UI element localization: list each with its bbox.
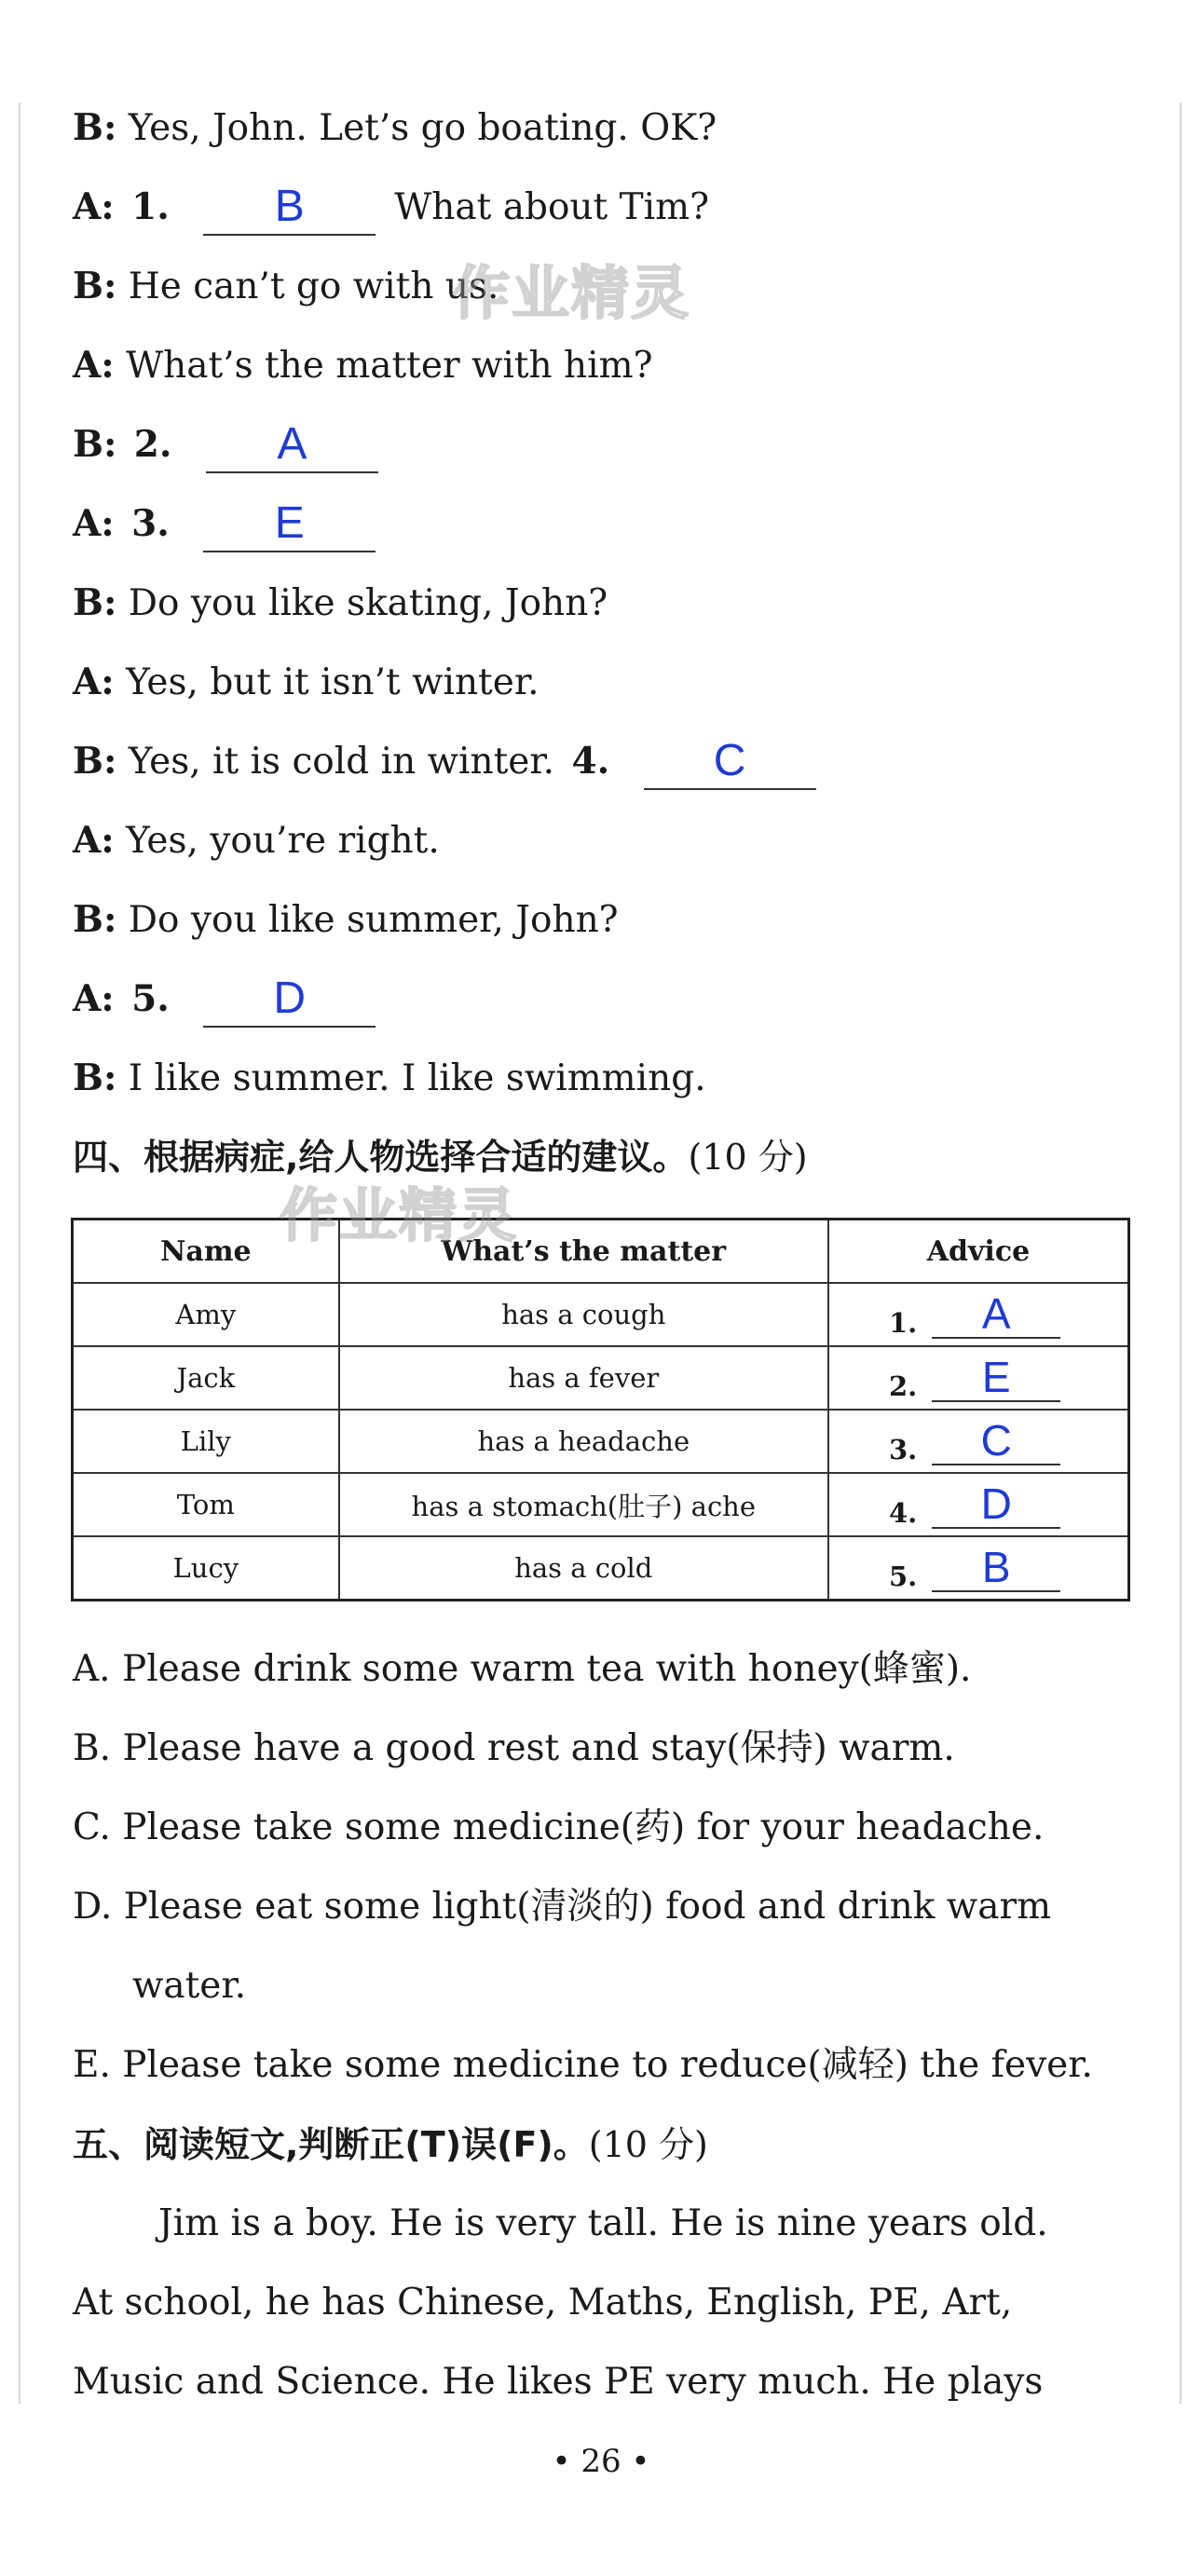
question-number: 3. <box>131 502 170 545</box>
speaker: B <box>73 106 103 149</box>
matter-cell: has a stomach(肚子) ache <box>339 1473 828 1536</box>
question-number: 4. <box>888 1497 918 1529</box>
dialogue-text: Do you like summer, John? <box>128 899 619 941</box>
answer-blank[interactable] <box>932 1290 1060 1339</box>
speaker: A <box>73 502 102 545</box>
dialogue-line: A: Yes, but it isn’t winter. <box>73 661 540 703</box>
section-score: (10 分) <box>588 2124 708 2165</box>
answer-blank[interactable] <box>932 1480 1060 1529</box>
answer-blank[interactable] <box>206 417 378 473</box>
matter-cell: has a cough <box>339 1283 828 1346</box>
page-number: • 26 • <box>552 2443 650 2480</box>
speaker: A <box>73 185 102 228</box>
advice-option: B. Please have a good rest and stay(保持) warm. <box>73 1727 955 1769</box>
advice-option: E. Please take some medicine to reduce(减轻) the fever. <box>73 2044 1093 2086</box>
handwritten-answer: D <box>980 1479 1012 1528</box>
dialogue-text: Yes, but it isn’t winter. <box>126 661 540 703</box>
answer-blank[interactable] <box>644 734 816 790</box>
question-number: 2. <box>133 423 172 466</box>
dialogue-text: He can’t go with us. <box>128 266 499 307</box>
dialogue-line: A: 3. E <box>73 496 394 552</box>
advice-table <box>71 1218 1130 1601</box>
dialogue-text: What’s the matter with him? <box>126 345 653 387</box>
column-header: What’s the matter <box>339 1220 828 1284</box>
dialogue-line: B: 2. A <box>73 416 397 472</box>
answer-blank[interactable] <box>203 180 376 236</box>
speaker: B <box>73 581 103 624</box>
dialogue-line: A: 1. B What about Tim? <box>73 179 709 235</box>
question-number: 1. <box>888 1307 918 1339</box>
speaker: B <box>73 898 103 941</box>
answer-blank[interactable] <box>203 972 376 1028</box>
dialogue-text: I like summer. I like swimming. <box>128 1057 706 1099</box>
watermark: 作业精灵 <box>452 259 691 327</box>
question-number: 3. <box>888 1434 918 1465</box>
handwritten-answer: A <box>981 1289 1011 1338</box>
passage-line: Jim is a boy. He is very tall. He is nine years old. <box>158 2202 1048 2244</box>
answer-blank[interactable] <box>932 1544 1060 1592</box>
table-row <box>73 1536 1129 1601</box>
advice-option: A. Please drink some warm tea with honey(蜂蜜). <box>73 1648 972 1690</box>
table-row <box>73 1473 1129 1536</box>
name-cell: Jack <box>73 1346 339 1410</box>
question-number: 4. <box>571 740 610 783</box>
advice-cell <box>828 1410 1129 1473</box>
advice-cell <box>828 1536 1129 1601</box>
dialogue-line: B: Do you like summer, John? <box>73 898 619 941</box>
dialogue-text: Yes, you’re right. <box>126 820 440 862</box>
advice-cell <box>828 1283 1129 1346</box>
question-number: 1. <box>131 185 170 228</box>
dialogue-line: B: He can’t go with us. <box>73 265 499 307</box>
speaker: A <box>73 661 102 703</box>
dialogue-line: A: 5. D <box>73 971 394 1027</box>
table-row <box>73 1346 1129 1410</box>
answer-blank[interactable] <box>203 497 376 552</box>
column-header: Advice <box>828 1220 1129 1284</box>
page-border-left <box>19 102 20 2404</box>
dialogue-text: Do you like skating, John? <box>128 582 608 624</box>
advice-cell <box>828 1346 1129 1410</box>
handwritten-answer: A <box>277 419 307 469</box>
question-number: 5. <box>888 1561 918 1592</box>
answer-blank[interactable] <box>932 1417 1060 1465</box>
table-header-row <box>73 1220 1129 1284</box>
passage-line: At school, he has Chinese, Maths, English, PE, Art, <box>73 2282 1013 2324</box>
answer-blank[interactable] <box>932 1354 1060 1402</box>
dialogue-text: Yes, it is cold in winter. <box>128 741 555 783</box>
dialogue-line: B: I like summer. I like swimming. <box>73 1056 706 1099</box>
question-number: 2. <box>888 1370 918 1402</box>
table-row <box>73 1283 1129 1346</box>
dialogue-line: A: Yes, you’re right. <box>73 819 440 862</box>
handwritten-answer: C <box>980 1416 1012 1465</box>
name-cell: Lucy <box>73 1536 339 1601</box>
passage-line: Music and Science. He likes PE very much. He plays <box>73 2361 1044 2403</box>
dialogue-line: B: Do you like skating, John? <box>73 581 608 624</box>
handwritten-answer: B <box>274 182 305 231</box>
dialogue-text: Yes, John. Let’s go boating. OK? <box>128 107 717 149</box>
section-score: (10 分) <box>688 1137 808 1178</box>
dialogue-line: B: Yes, it is cold in winter. 4. C <box>73 733 835 789</box>
speaker: B <box>73 265 103 307</box>
section-heading <box>73 2117 708 2173</box>
advice-option-continuation: water. <box>132 1965 247 2007</box>
matter-cell: has a fever <box>339 1346 828 1410</box>
handwritten-answer: B <box>981 1543 1011 1591</box>
name-cell: Lily <box>73 1410 339 1473</box>
handwritten-answer: C <box>713 736 746 785</box>
speaker: B <box>73 740 103 783</box>
section-title: 五、阅读短文,判断正(T)误(F)。 <box>73 2124 589 2165</box>
question-number: 5. <box>131 977 170 1020</box>
handwritten-answer: D <box>273 974 307 1023</box>
column-header: Name <box>73 1220 339 1284</box>
table-row <box>73 1410 1129 1473</box>
speaker: B <box>73 1056 103 1099</box>
matter-cell: has a headache <box>339 1410 828 1473</box>
page-border-right <box>1180 102 1182 2404</box>
speaker: A <box>73 344 102 387</box>
handwritten-answer: E <box>981 1353 1011 1401</box>
speaker: A <box>73 819 102 862</box>
advice-option: D. Please eat some light(清淡的) food and drink warm <box>73 1886 1052 1928</box>
speaker: A <box>73 977 102 1020</box>
dialogue-line: B: Yes, John. Let’s go boating. OK? <box>73 106 717 149</box>
advice-option: C. Please take some medicine(药) for your headache. <box>73 1806 1045 1848</box>
dialogue-text: What about Tim? <box>394 186 709 228</box>
section-title: 四、根据病症,给人物选择合适的建议。 <box>73 1137 689 1178</box>
matter-cell: has a cold <box>339 1536 828 1601</box>
dialogue-line: A: What’s the matter with him? <box>73 344 653 387</box>
name-cell: Amy <box>73 1283 339 1346</box>
handwritten-answer: E <box>274 498 305 548</box>
advice-cell <box>828 1473 1129 1536</box>
speaker: B <box>73 423 103 466</box>
name-cell: Tom <box>73 1473 339 1536</box>
watermark: 作业精灵 <box>280 1181 519 1249</box>
